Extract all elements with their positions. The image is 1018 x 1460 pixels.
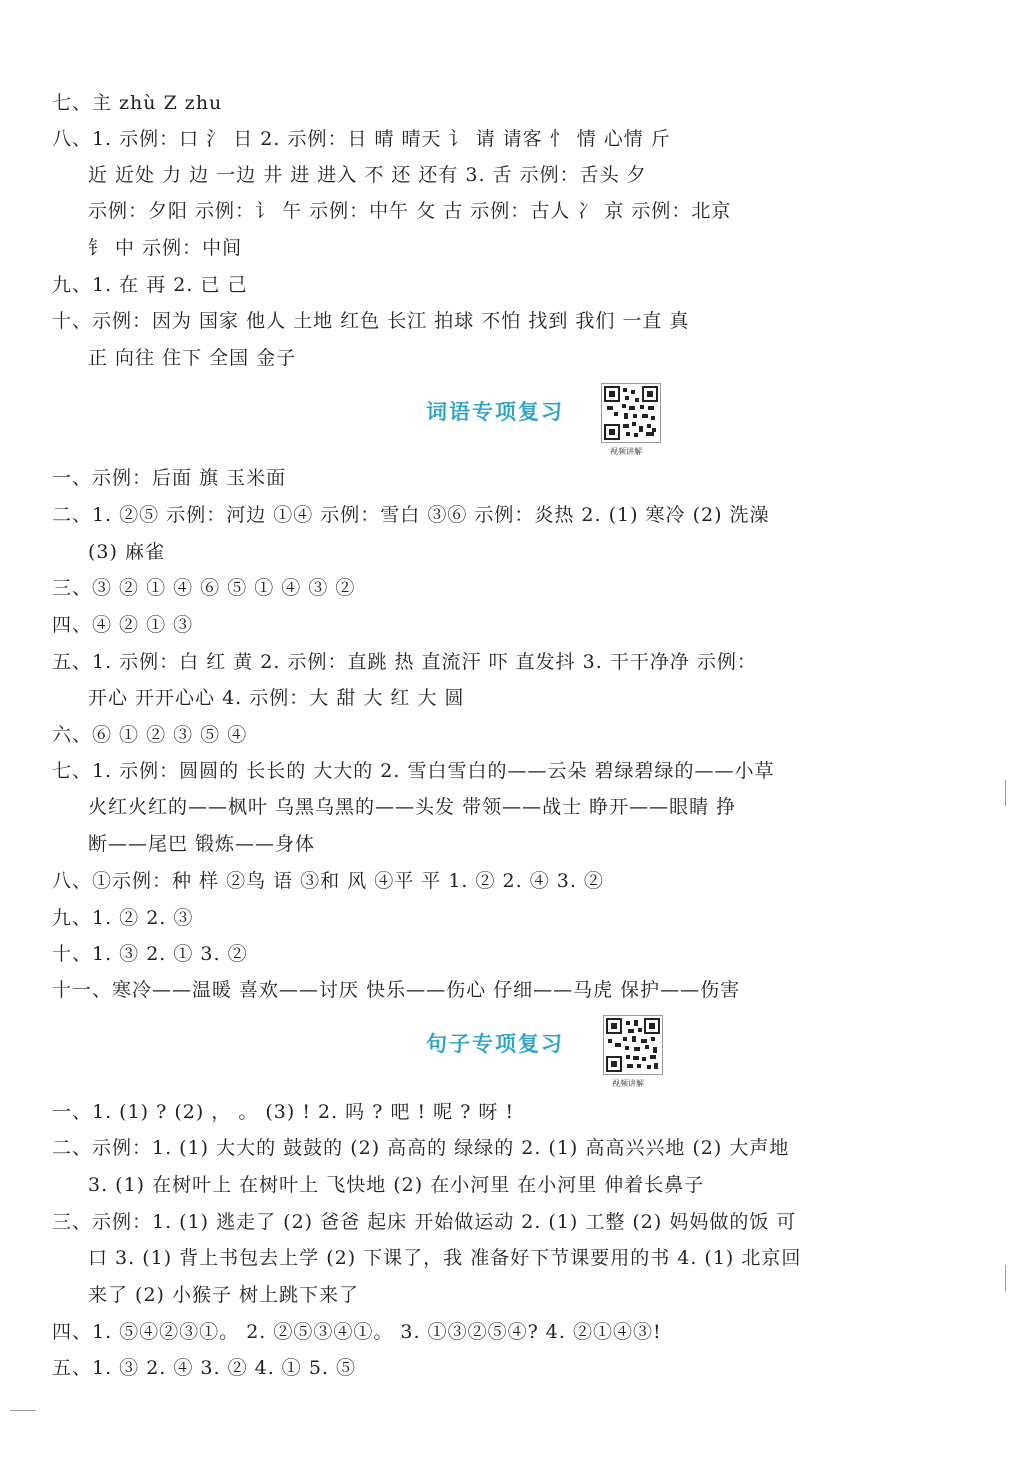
- scan-edge-mark: [10, 1410, 36, 1411]
- qr-code-icon[interactable]: [603, 1015, 663, 1075]
- answer-line: 正 向往 住下 全国 金子: [88, 347, 297, 369]
- section-title-vocabulary: 词语专项复习: [426, 400, 564, 424]
- answer-line: 开心 开开心心 4. 示例：大 甜 大 红 大 圆: [88, 687, 465, 709]
- answer-line: 来了 (2) 小猴子 树上跳下来了: [88, 1284, 360, 1306]
- answer-line: 九、1. 在 再 2. 已 己: [52, 274, 248, 296]
- answer-line: 断——尾巴 锻炼——身体: [88, 833, 316, 855]
- answer-line: (3) 麻雀: [88, 541, 165, 563]
- answer-line: 四、④ ② ① ③: [52, 614, 194, 636]
- answer-line: 五、1. 示例：白 红 黄 2. 示例：直跳 热 直流汗 吓 直发抖 3. 干干净净 示例：: [52, 651, 757, 673]
- qr-caption: 视频讲解: [612, 1079, 644, 1088]
- answer-line: 二、示例：1. (1) 大大的 鼓鼓的 (2) 高高的 绿绿的 2. (1) 高高兴兴地 (2) 大声地: [52, 1137, 790, 1159]
- answer-line: 八、①示例：种 样 ②鸟 语 ③和 风 ④平 平 1. ② 2. ④ 3. ②: [52, 870, 604, 892]
- qr-caption: 视频讲解: [610, 447, 642, 456]
- answer-line: 五、1. ③ 2. ④ 3. ② 4. ① 5. ⑤: [52, 1357, 356, 1379]
- answer-line: 示例：夕阳 示例：讠 午 示例：中午 攵 古 示例：古人 冫 京 示例：北京: [88, 200, 732, 222]
- answer-line: 近 近处 力 边 一边 井 进 进入 不 还 还有 3. 舌 示例：舌头 夕: [88, 164, 647, 186]
- answer-line: 十、示例：因为 国家 他人 土地 红色 长江 拍球 不怕 找到 我们 一直 真: [52, 310, 690, 332]
- answer-line: 十一、寒冷——温暖 喜欢——讨厌 快乐——伤心 仔细——马虎 保护——伤害: [52, 979, 741, 1001]
- answer-line: 十、1. ③ 2. ① 3. ②: [52, 943, 248, 965]
- answer-line: 火红火红的——枫叶 乌黑乌黑的——头发 带领——战士 睁开——眼睛 挣: [88, 796, 737, 818]
- answer-line: 九、1. ② 2. ③: [52, 907, 194, 929]
- answer-line: 二、1. ②⑤ 示例：河边 ①④ 示例：雪白 ③⑥ 示例：炎热 2. (1) 寒冷 (2) 洗澡: [52, 504, 770, 526]
- answer-line: 七、1. 示例：圆圆的 长长的 大大的 2. 雪白雪白的——云朵 碧绿碧绿的——小草: [52, 760, 775, 782]
- answer-line: 八、1. 示例：口 氵 日 2. 示例：日 晴 晴天 讠 请 请客 忄 情 心情 斤: [52, 128, 671, 150]
- answer-line: 一、示例：后面 旗 玉米面: [52, 467, 287, 489]
- answer-line: 钅 中 示例：中间: [88, 237, 243, 259]
- answer-line: 三、③ ② ① ④ ⑥ ⑤ ① ④ ③ ②: [52, 577, 356, 599]
- section-title-sentences: 句子专项复习: [426, 1032, 564, 1056]
- answer-line: 一、1. (1) ? (2) ， 。 (3) ! 2. 吗 ? 吧 ! 呢 ? 呀 !: [52, 1101, 515, 1123]
- answer-line: 口 3. (1) 背上书包去上学 (2) 下课了，我 准备好下节课要用的书 4. (1) 北京回: [88, 1247, 802, 1269]
- scan-edge-mark: [1005, 1265, 1006, 1291]
- answer-line: 3. (1) 在树叶上 在树叶上 飞快地 (2) 在小河里 在小河里 伸着长鼻子: [88, 1174, 705, 1196]
- answer-line: 七、主 zhù Z zhu: [52, 92, 223, 114]
- answer-line: 六、⑥ ① ② ③ ⑤ ④: [52, 724, 248, 746]
- answer-line: 四、1. ⑤④②③①。 2. ②⑤③④①。 3. ①③②⑤④? 4. ②①④③!: [52, 1321, 662, 1343]
- qr-code-icon[interactable]: [601, 383, 661, 443]
- scan-edge-mark: [1005, 780, 1006, 806]
- answer-line: 三、示例：1. (1) 逃走了 (2) 爸爸 起床 开始做运动 2. (1) 工整 (2) 妈妈做的饭 可: [52, 1211, 797, 1233]
